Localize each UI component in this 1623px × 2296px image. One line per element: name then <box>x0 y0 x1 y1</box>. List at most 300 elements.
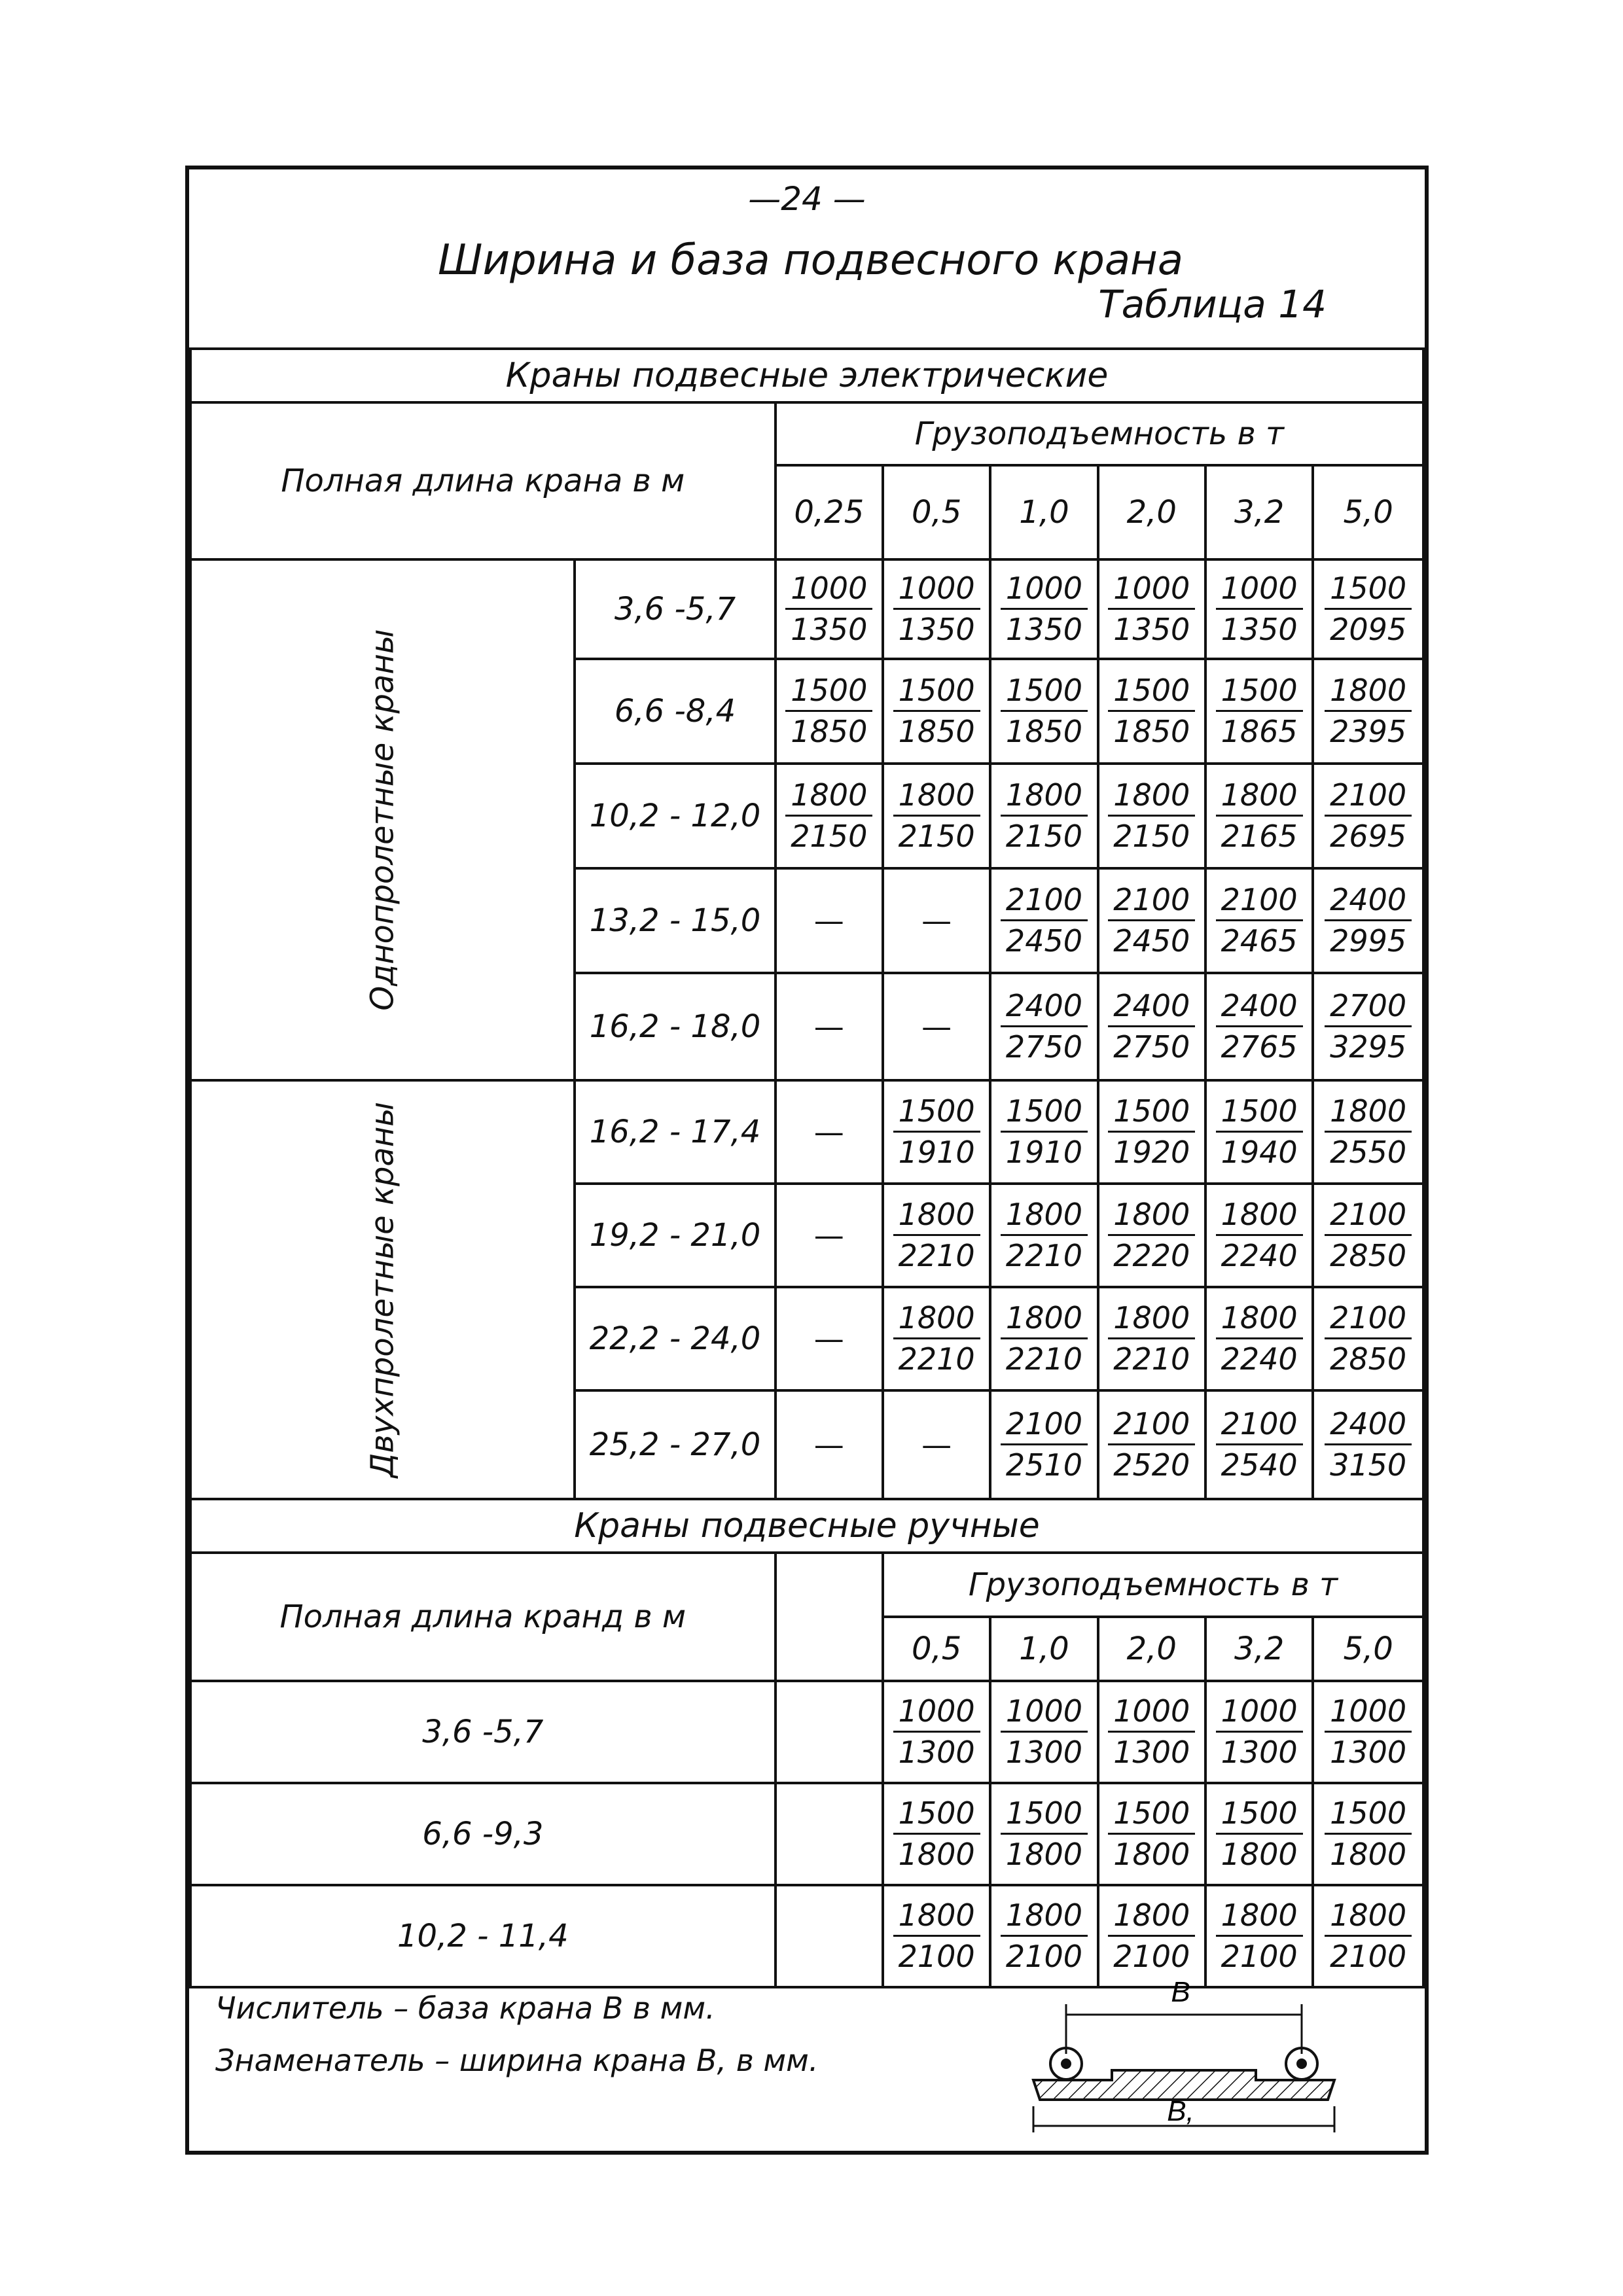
value-cell <box>1313 1885 1423 1987</box>
fraction <box>1325 1796 1412 1873</box>
header-row <box>190 402 1423 465</box>
denominator-value: 2220 <box>1113 1238 1190 1274</box>
denominator-value: 2100 <box>1330 1939 1407 1975</box>
value-cell <box>1098 1184 1205 1287</box>
capacity-value: 5,0 <box>1313 1617 1423 1681</box>
denominator-value: 2095 <box>1330 612 1407 648</box>
numerator-value: 1500 <box>1216 1796 1303 1835</box>
value-cell <box>1205 1287 1313 1390</box>
fraction <box>893 673 980 750</box>
fraction <box>1325 1301 1412 1377</box>
numerator-value: 1000 <box>1001 1694 1088 1733</box>
denominator-value: 1300 <box>1221 1735 1298 1771</box>
fraction <box>893 1694 980 1771</box>
section-row-electric <box>190 349 1423 402</box>
value-cell <box>1313 559 1423 659</box>
numerator-value: 1800 <box>785 778 872 817</box>
table-row-manual <box>190 1783 1423 1885</box>
denominator-value: 1350 <box>791 612 868 648</box>
numerator-value: 1800 <box>893 1301 980 1340</box>
value-cell <box>1098 973 1205 1080</box>
denominator-value: 2510 <box>1005 1447 1082 1483</box>
empty-dash: — <box>813 1218 844 1253</box>
numerator-value: 1000 <box>1325 1694 1412 1733</box>
fraction <box>1216 1796 1303 1873</box>
fraction <box>1216 1694 1303 1771</box>
denominator-value: 1350 <box>1221 612 1298 648</box>
fraction <box>785 673 872 750</box>
value-cell <box>776 1184 883 1287</box>
fraction <box>1108 1094 1195 1171</box>
empty-dash: — <box>813 903 844 938</box>
length-value: 13,2 - 15,0 <box>575 868 775 973</box>
numerator-value: 2400 <box>1216 989 1303 1028</box>
fraction <box>1325 1694 1412 1771</box>
fraction <box>1216 1301 1303 1377</box>
denominator-value: 1800 <box>1330 1837 1407 1873</box>
numerator-value: 1500 <box>893 1094 980 1133</box>
fraction <box>1325 989 1412 1065</box>
value-cell <box>1098 559 1205 659</box>
value-cell <box>776 1287 883 1390</box>
numerator-value: 1800 <box>1001 778 1088 817</box>
denominator-value: 2765 <box>1221 1029 1298 1065</box>
sketch-label-b: В <box>1171 1976 1190 2008</box>
fraction <box>1216 778 1303 855</box>
length-value: 16,2 - 17,4 <box>575 1080 775 1184</box>
fraction <box>1001 1301 1088 1377</box>
denominator-value: 2210 <box>898 1341 975 1377</box>
fraction <box>1325 673 1412 750</box>
fraction <box>1216 989 1303 1065</box>
value-cell <box>1098 1390 1205 1499</box>
fraction <box>1216 883 1303 959</box>
numerator-value: 1800 <box>1216 1301 1303 1340</box>
empty-cell <box>776 1553 883 1681</box>
fraction <box>1001 1694 1088 1771</box>
value-cell <box>776 764 883 868</box>
fraction <box>1001 1407 1088 1483</box>
value-cell <box>883 1287 990 1390</box>
value-cell <box>883 1080 990 1184</box>
denominator-value: 1850 <box>1005 714 1082 750</box>
value-cell <box>883 559 990 659</box>
fraction <box>1001 989 1088 1065</box>
numerator-value: 2400 <box>1325 883 1412 922</box>
numerator-value: 1800 <box>1108 1898 1195 1937</box>
value-cell <box>1098 1287 1205 1390</box>
fraction <box>1216 1407 1303 1483</box>
fraction <box>893 778 980 855</box>
fraction <box>1108 778 1195 855</box>
note-denominator: Знаменатель – ширина крана В, в мм. <box>215 2043 819 2078</box>
value-cell <box>1313 1783 1423 1885</box>
value-cell <box>1205 1080 1313 1184</box>
numerator-value: 1500 <box>1108 1796 1195 1835</box>
fraction <box>1001 883 1088 959</box>
value-cell <box>990 1885 1097 1987</box>
denominator-value: 2695 <box>1330 819 1407 855</box>
value-cell <box>776 973 883 1080</box>
numerator-value: 2100 <box>1001 883 1088 922</box>
fraction <box>785 778 872 855</box>
numerator-value: 1000 <box>1108 571 1195 610</box>
numerator-value: 1800 <box>1325 673 1412 713</box>
denominator-value: 1800 <box>898 1837 975 1873</box>
numerator-value: 1500 <box>893 673 980 713</box>
denominator-value: 1300 <box>898 1735 975 1771</box>
value-cell <box>1205 1681 1313 1783</box>
numerator-value: 1500 <box>1001 1796 1088 1835</box>
numerator-value: 2400 <box>1108 989 1195 1028</box>
denominator-value: 2465 <box>1221 923 1298 959</box>
numerator-value: 2400 <box>1325 1407 1412 1446</box>
length-value: 10,2 - 11,4 <box>190 1885 776 1987</box>
value-cell <box>883 1885 990 1987</box>
value-cell <box>990 559 1097 659</box>
fraction <box>1325 571 1412 648</box>
length-value: 3,6 -5,7 <box>190 1681 776 1783</box>
value-cell <box>1313 868 1423 973</box>
fraction <box>1108 1407 1195 1483</box>
numerator-value: 2100 <box>1216 883 1303 922</box>
denominator-value: 2750 <box>1113 1029 1190 1065</box>
numerator-value: 1500 <box>1325 1796 1412 1835</box>
value-cell <box>990 1390 1097 1499</box>
numerator-value: 2100 <box>1325 1197 1412 1237</box>
length-header: Полная длина крана в м <box>190 402 776 559</box>
value-cell <box>1313 1184 1423 1287</box>
value-cell <box>776 1390 883 1499</box>
numerator-value: 1500 <box>1325 571 1412 610</box>
value-cell <box>1205 1184 1313 1287</box>
denominator-value: 1850 <box>791 714 868 750</box>
denominator-value: 2100 <box>898 1939 975 1975</box>
fraction <box>1108 571 1195 648</box>
value-cell <box>1205 659 1313 764</box>
value-cell <box>990 973 1097 1080</box>
numerator-value: 1500 <box>1108 1094 1195 1133</box>
fraction <box>1216 1898 1303 1975</box>
empty-cell <box>776 1885 883 1987</box>
capacity-header-manual: Грузоподъемность в т <box>883 1553 1423 1617</box>
denominator-value: 1350 <box>898 612 975 648</box>
fraction <box>1001 1094 1088 1171</box>
numerator-value: 1800 <box>893 1197 980 1237</box>
table-row-manual <box>190 1681 1423 1783</box>
fraction <box>1325 1094 1412 1171</box>
value-cell <box>776 659 883 764</box>
group-label-1 <box>190 559 575 1080</box>
length-header-manual: Полная длина кранд в м <box>190 1553 776 1681</box>
fraction <box>1216 571 1303 648</box>
value-cell <box>990 868 1097 973</box>
value-cell <box>990 1287 1097 1390</box>
numerator-value: 1000 <box>1216 571 1303 610</box>
length-value: 10,2 - 12,0 <box>575 764 775 868</box>
fraction <box>893 1301 980 1377</box>
crane-sketch <box>1014 1975 1354 2139</box>
value-cell <box>990 1184 1097 1287</box>
denominator-value: 1350 <box>1113 612 1190 648</box>
value-cell <box>883 1681 990 1783</box>
value-cell <box>883 1184 990 1287</box>
fraction <box>1325 883 1412 959</box>
value-cell <box>1098 1681 1205 1783</box>
denominator-value: 2540 <box>1221 1447 1298 1483</box>
numerator-value: 2100 <box>1001 1407 1088 1446</box>
denominator-value: 2210 <box>1005 1341 1082 1377</box>
numerator-value: 1500 <box>1216 1094 1303 1133</box>
value-cell <box>776 1080 883 1184</box>
denominator-value: 2520 <box>1113 1447 1190 1483</box>
denominator-value: 2750 <box>1005 1029 1082 1065</box>
table-label: Таблица 14 <box>1098 282 1327 327</box>
denominator-value: 2210 <box>1113 1341 1190 1377</box>
fraction <box>1108 989 1195 1065</box>
denominator-value: 1910 <box>898 1135 975 1171</box>
value-cell <box>1313 1681 1423 1783</box>
value-cell <box>1205 1885 1313 1987</box>
capacity-header: Грузоподъемность в т <box>776 402 1423 465</box>
value-cell <box>990 764 1097 868</box>
length-value: 19,2 - 21,0 <box>575 1184 775 1287</box>
capacity-value: 5,0 <box>1313 465 1423 559</box>
table-row-manual <box>190 1885 1423 1987</box>
empty-dash: — <box>813 1009 844 1044</box>
denominator-value: 1300 <box>1005 1735 1082 1771</box>
fraction <box>893 1094 980 1171</box>
value-cell <box>990 659 1097 764</box>
denominator-value: 2210 <box>1005 1238 1082 1274</box>
length-value: 25,2 - 27,0 <box>575 1390 775 1499</box>
empty-cell <box>776 1783 883 1885</box>
capacity-value: 1,0 <box>990 465 1097 559</box>
denominator-value: 2100 <box>1113 1939 1190 1975</box>
value-cell <box>1313 1390 1423 1499</box>
fraction <box>1325 1197 1412 1274</box>
numerator-value: 1800 <box>1001 1301 1088 1340</box>
value-cell <box>1205 559 1313 659</box>
main-table-wrap <box>189 347 1425 1988</box>
value-cell <box>1098 764 1205 868</box>
value-cell <box>883 764 990 868</box>
fraction <box>1108 1898 1195 1975</box>
numerator-value: 1800 <box>1325 1094 1412 1133</box>
crane-table <box>189 347 1425 1988</box>
numerator-value: 2100 <box>1325 778 1412 817</box>
denominator-value: 1850 <box>898 714 975 750</box>
value-cell <box>883 1390 990 1499</box>
capacity-value: 2,0 <box>1098 1617 1205 1681</box>
numerator-value: 1800 <box>1108 1197 1195 1237</box>
empty-dash: — <box>921 1009 952 1044</box>
denominator-value: 1865 <box>1221 714 1298 750</box>
denominator-value: 2550 <box>1330 1135 1407 1171</box>
denominator-value: 1910 <box>1005 1135 1082 1171</box>
fraction <box>1325 778 1412 855</box>
section-row-manual <box>190 1499 1423 1553</box>
fraction <box>785 571 872 648</box>
denominator-value: 1350 <box>1005 612 1082 648</box>
group-label-2 <box>190 1080 575 1499</box>
numerator-value: 1800 <box>1001 1197 1088 1237</box>
capacity-value: 0,5 <box>883 465 990 559</box>
denominator-value: 2395 <box>1330 714 1407 750</box>
denominator-value: 2150 <box>898 819 975 855</box>
denominator-value: 2240 <box>1221 1238 1298 1274</box>
denominator-value: 2100 <box>1221 1939 1298 1975</box>
value-cell <box>1098 868 1205 973</box>
denominator-value: 2150 <box>1113 819 1190 855</box>
group-label-text: Двухпролетные краны <box>364 1101 401 1478</box>
denominator-value: 2450 <box>1005 923 1082 959</box>
numerator-value: 1000 <box>1108 1694 1195 1733</box>
table-row <box>190 1080 1423 1184</box>
denominator-value: 2165 <box>1221 819 1298 855</box>
numerator-value: 1000 <box>893 1694 980 1733</box>
denominator-value: 2100 <box>1005 1939 1082 1975</box>
empty-dash: — <box>813 1427 844 1462</box>
numerator-value: 1500 <box>1216 673 1303 713</box>
numerator-value: 1800 <box>1001 1898 1088 1937</box>
section-title-manual: Краны подвесные ручные <box>190 1499 1423 1553</box>
value-cell <box>1313 659 1423 764</box>
denominator-value: 1850 <box>1113 714 1190 750</box>
table-frame <box>185 166 1429 2155</box>
numerator-value: 2100 <box>1108 1407 1195 1446</box>
page-number: —24 — <box>748 180 866 218</box>
fraction <box>1216 1197 1303 1274</box>
numerator-value: 2100 <box>1325 1301 1412 1340</box>
fraction <box>1108 1694 1195 1771</box>
value-cell <box>1313 1080 1423 1184</box>
fraction <box>1108 883 1195 959</box>
value-cell <box>1205 764 1313 868</box>
numerator-value: 1000 <box>785 571 872 610</box>
numerator-value: 1800 <box>1108 778 1195 817</box>
denominator-value: 1800 <box>1221 1837 1298 1873</box>
denominator-value: 2150 <box>1005 819 1082 855</box>
value-cell <box>1313 764 1423 868</box>
fraction <box>1216 1094 1303 1171</box>
fraction <box>1216 673 1303 750</box>
numerator-value: 1800 <box>1216 1197 1303 1237</box>
sketch-label-b1: В, <box>1167 2095 1194 2127</box>
value-cell <box>990 1080 1097 1184</box>
denominator-value: 2240 <box>1221 1341 1298 1377</box>
numerator-value: 1500 <box>785 673 872 713</box>
fraction <box>1325 1898 1412 1975</box>
numerator-value: 1000 <box>1001 571 1088 610</box>
value-cell <box>1205 973 1313 1080</box>
note-numerator: Числитель – база крана В в мм. <box>215 1990 715 2026</box>
fraction <box>1108 1197 1195 1274</box>
fraction <box>893 1796 980 1873</box>
fraction <box>1001 1796 1088 1873</box>
fraction <box>1108 1301 1195 1377</box>
numerator-value: 1500 <box>1108 673 1195 713</box>
capacity-value: 2,0 <box>1098 465 1205 559</box>
value-cell <box>1205 868 1313 973</box>
fraction <box>893 571 980 648</box>
value-cell <box>990 1681 1097 1783</box>
denominator-value: 1800 <box>1113 1837 1190 1873</box>
empty-cell <box>776 1681 883 1783</box>
length-value: 6,6 -9,3 <box>190 1783 776 1885</box>
notes <box>215 1982 818 2087</box>
capacity-value: 3,2 <box>1205 1617 1313 1681</box>
length-value: 16,2 - 18,0 <box>575 973 775 1080</box>
empty-dash: — <box>813 1114 844 1150</box>
value-cell <box>1098 1885 1205 1987</box>
denominator-value: 2850 <box>1330 1238 1407 1274</box>
fraction <box>1001 778 1088 855</box>
denominator-value: 1940 <box>1221 1135 1298 1171</box>
numerator-value: 1800 <box>893 778 980 817</box>
value-cell <box>1205 1783 1313 1885</box>
numerator-value: 1800 <box>1216 1898 1303 1937</box>
value-cell <box>776 559 883 659</box>
fraction <box>1001 571 1088 648</box>
fraction <box>893 1197 980 1274</box>
length-value: 3,6 -5,7 <box>575 559 775 659</box>
capacity-value: 3,2 <box>1205 465 1313 559</box>
numerator-value: 2700 <box>1325 989 1412 1028</box>
header-row-manual <box>190 1553 1423 1617</box>
fraction <box>1108 1796 1195 1873</box>
empty-dash: — <box>921 1427 952 1462</box>
numerator-value: 1500 <box>893 1796 980 1835</box>
denominator-value: 1920 <box>1113 1135 1190 1171</box>
length-value: 22,2 - 24,0 <box>575 1287 775 1390</box>
fraction <box>893 1898 980 1975</box>
numerator-value: 1500 <box>1001 1094 1088 1133</box>
denominator-value: 3150 <box>1330 1447 1407 1483</box>
denominator-value: 3295 <box>1330 1029 1407 1065</box>
fraction <box>1325 1407 1412 1483</box>
value-cell <box>1098 1783 1205 1885</box>
value-cell <box>1205 1390 1313 1499</box>
fraction <box>1001 1197 1088 1274</box>
denominator-value: 2995 <box>1330 923 1407 959</box>
fraction <box>1108 673 1195 750</box>
empty-dash: — <box>813 1321 844 1356</box>
numerator-value: 1800 <box>1325 1898 1412 1937</box>
empty-dash: — <box>921 903 952 938</box>
denominator-value: 1300 <box>1113 1735 1190 1771</box>
group-label-text: Однопролетные краны <box>364 629 401 1011</box>
numerator-value: 2100 <box>1216 1407 1303 1446</box>
numerator-value: 2400 <box>1001 989 1088 1028</box>
numerator-value: 1500 <box>1001 673 1088 713</box>
header <box>189 169 1425 347</box>
value-cell <box>883 1783 990 1885</box>
fraction <box>1001 1898 1088 1975</box>
numerator-value: 2100 <box>1108 883 1195 922</box>
capacity-value: 1,0 <box>990 1617 1097 1681</box>
value-cell <box>1313 1287 1423 1390</box>
numerator-value: 1800 <box>1108 1301 1195 1340</box>
value-cell <box>1313 973 1423 1080</box>
table-row <box>190 559 1423 659</box>
numerator-value: 1000 <box>1216 1694 1303 1733</box>
value-cell <box>883 973 990 1080</box>
denominator-value: 2850 <box>1330 1341 1407 1377</box>
numerator-value: 1800 <box>893 1898 980 1937</box>
denominator-value: 1300 <box>1330 1735 1407 1771</box>
length-value: 6,6 -8,4 <box>575 659 775 764</box>
